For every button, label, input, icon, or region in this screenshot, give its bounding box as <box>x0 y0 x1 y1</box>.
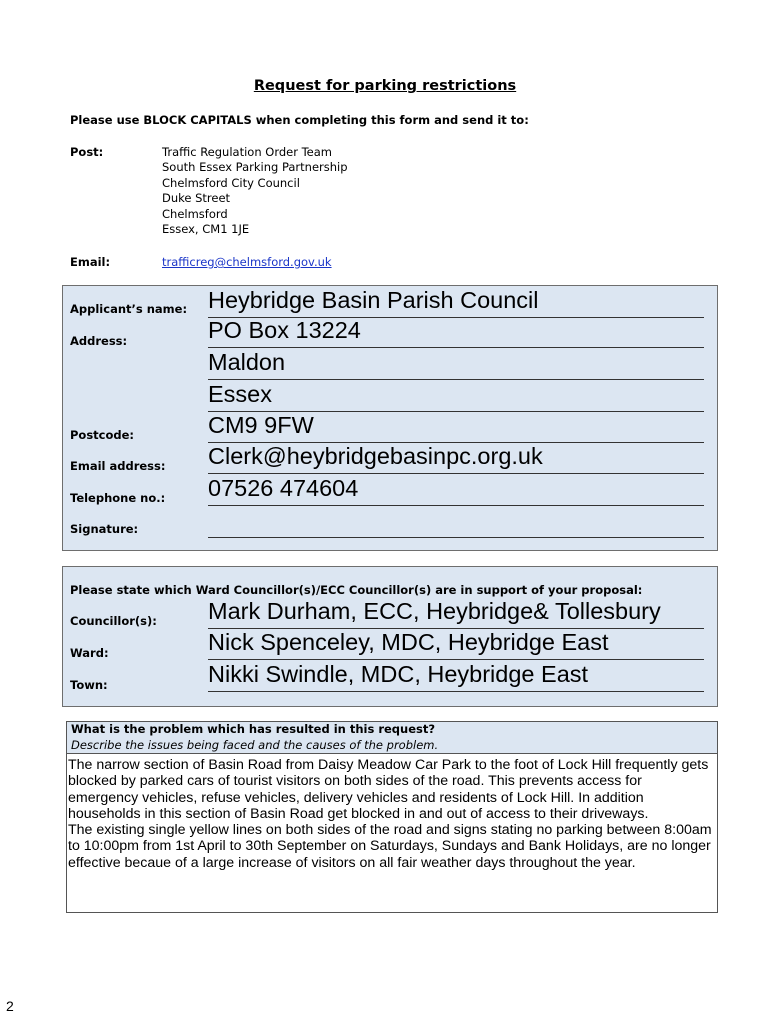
problem-paragraph: The narrow section of Basin Road from Daisy Meadow Car Park to the foot of Lock Hill frequently gets blocked by parked cars of tourist visitors on both sides of the road. This prevents access for emergency vehicles, refuse vehicles, delivery vehicles and residents of Lock Hill. In addition households in this section of Basin Road get blocked in and out of access to their driveways. <box>68 757 709 822</box>
councillor-field[interactable]: Mark Durham, ECC, Heybridge& Tollesbury <box>208 597 704 629</box>
postal-address-line: Chelmsford <box>162 206 228 221</box>
signature-field[interactable] <box>208 506 704 538</box>
postal-address <box>162 145 348 237</box>
postcode-field[interactable]: CM9 9FW <box>208 411 704 443</box>
postcode-label: Postcode: <box>70 428 135 442</box>
address-line-2-field[interactable]: Maldon <box>208 348 704 380</box>
intro-text: Please use BLOCK CAPITALS when completing this form and send it to: <box>70 113 529 127</box>
councillor-label: Councillor(s): <box>70 614 157 628</box>
email-address-field[interactable]: Clerk@heybridgebasinpc.org.uk <box>208 442 704 474</box>
email-label: Email: <box>70 255 111 269</box>
postal-address-line: Chelmsford City Council <box>162 175 300 190</box>
post-label: Post: <box>70 145 104 159</box>
postal-address-line: Duke Street <box>162 191 231 206</box>
email-link[interactable]: trafficreg@chelmsford.gov.uk <box>162 255 332 269</box>
address-label: Address: <box>70 334 128 348</box>
problem-paragraph: The existing single yellow lines on both sides of the road and signs stating no parking between 8:00am to 10:00pm from 1st April to 30th September on Saturdays, Sundays and Bank Holidays, are no longer effective becaue of a large increase of visitors on all fair weather days throughout the year. <box>68 822 712 871</box>
applicant-name-label: Applicant’s name: <box>70 302 188 316</box>
address-line-3-field[interactable]: Essex <box>208 380 704 412</box>
councillor-heading: Please state which Ward Councillor(s)/ECC Councillor(s) are in support of your proposal: <box>70 583 643 597</box>
postal-address-line: Traffic Regulation Order Team <box>162 145 333 159</box>
problem-heading: What is the problem which has resulted in this request? <box>71 722 436 736</box>
postal-address-line: Essex, CM1 1JE <box>162 222 250 237</box>
telephone-field[interactable]: 07526 474604 <box>208 474 704 506</box>
email-address-label: Email address: <box>70 459 166 473</box>
ward-label: Ward: <box>70 646 109 660</box>
address-line-1-field[interactable]: PO Box 13224 <box>208 316 704 348</box>
ward-field[interactable]: Nick Spenceley, MDC, Heybridge East <box>208 628 704 660</box>
problem-description-field[interactable] <box>68 757 714 871</box>
applicant-name-field[interactable]: Heybridge Basin Parish Council <box>208 286 704 318</box>
signature-label: Signature: <box>70 522 139 536</box>
page-number: 2 <box>6 998 14 1014</box>
postal-address-line: South Essex Parking Partnership <box>162 160 348 175</box>
page-title: Request for parking restrictions <box>253 78 517 94</box>
town-label: Town: <box>70 678 108 692</box>
telephone-label: Telephone no.: <box>70 491 166 505</box>
problem-subheading: Describe the issues being faced and the causes of the problem. <box>71 738 439 752</box>
town-field[interactable]: Nikki Swindle, MDC, Heybridge East <box>208 660 704 692</box>
